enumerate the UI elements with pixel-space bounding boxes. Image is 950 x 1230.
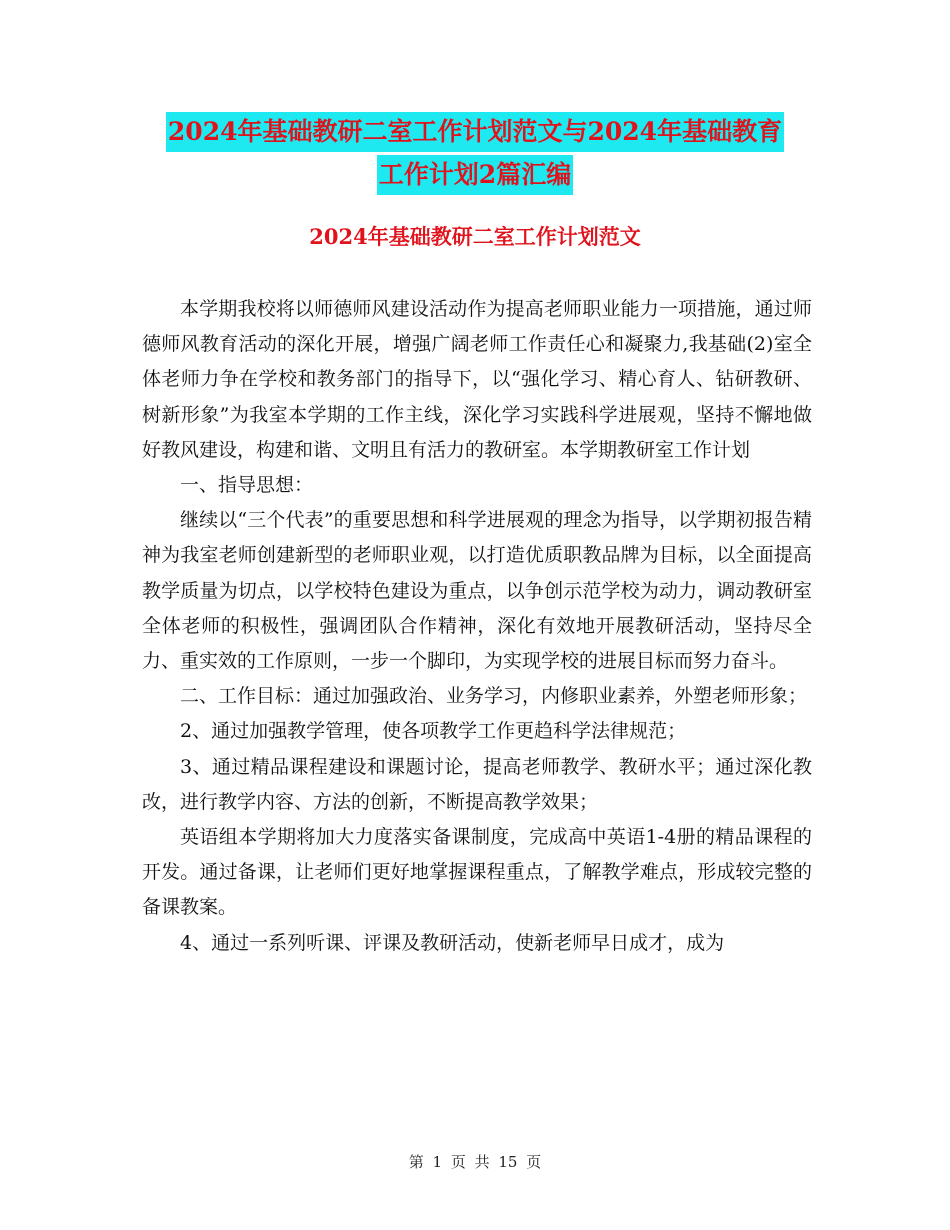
title-highlight: 工作计划2篇汇编 [377,155,573,195]
document-body [142,292,812,961]
paragraph: 4、通过一系列听课、评课及教研活动，使新老师早日成才，成为 [180,931,725,954]
document-title-line-1 [0,112,950,152]
paragraph: 继续以“三个代表”的重要思想和科学进展观的理念为指导，以学期初报告精神为我室老师创建新型的老师职业观，以打造优质职教品牌为目标，以全面提高教学质量为切点，以学校特色建设为重点，以争创示范学校为动力，调动教研室全体老师的积极性，强调团队合作精神，深化有效地开展教研活动，坚持尽全力、重实效的工作原则，一步一个脚印，为实现学校的进展目标而努力奋斗。 [142,509,812,673]
paragraph: 2、通过加强教学管理，使各项教学工作更趋科学法律规范； [180,720,687,743]
paragraph: 一、指导思想： [180,474,314,497]
document-title-line-2 [0,155,950,195]
title-highlight: 2024年基础教研二室工作计划范文与2024年基础教育 [166,112,784,152]
paragraph: 3、通过精品课程建设和课题讨论，提高老师教学、教研水平；通过深化教改，进行教学内容、方法的创新，不断提高教学效果； [142,755,812,813]
page-number-footer: 第 1 页 共 15 页 [408,1153,542,1171]
section-title: 2024年基础教研二室工作计划范文 [309,224,641,249]
paragraph: 英语组本学期将加大力度落实备课制度，完成高中英语1-4册的精品课程的开发。通过备课，让老师们更好地掌握课程重点，了解教学难点，形成较完整的备课教案。 [142,826,812,919]
paragraph: 二、工作目标：通过加强政治、业务学习，内修职业素养，外塑老师形象； [180,685,808,708]
paragraph: 本学期我校将以师德师风建设活动作为提高老师职业能力一项措施，通过师德师风教育活动的深化开展，增强广阔老师工作责任心和凝聚力,我基础(2)室全体老师力争在学校和教务部门的指导下，以“强化学习、精心育人、钻研教研、树新形象”为我室本学期的工作主线，深化学习实践科学进展观，坚持不懈地做好教风建设，构建和谐、文明且有活力的教研室。本学期教研室工作计划 [142,298,812,461]
